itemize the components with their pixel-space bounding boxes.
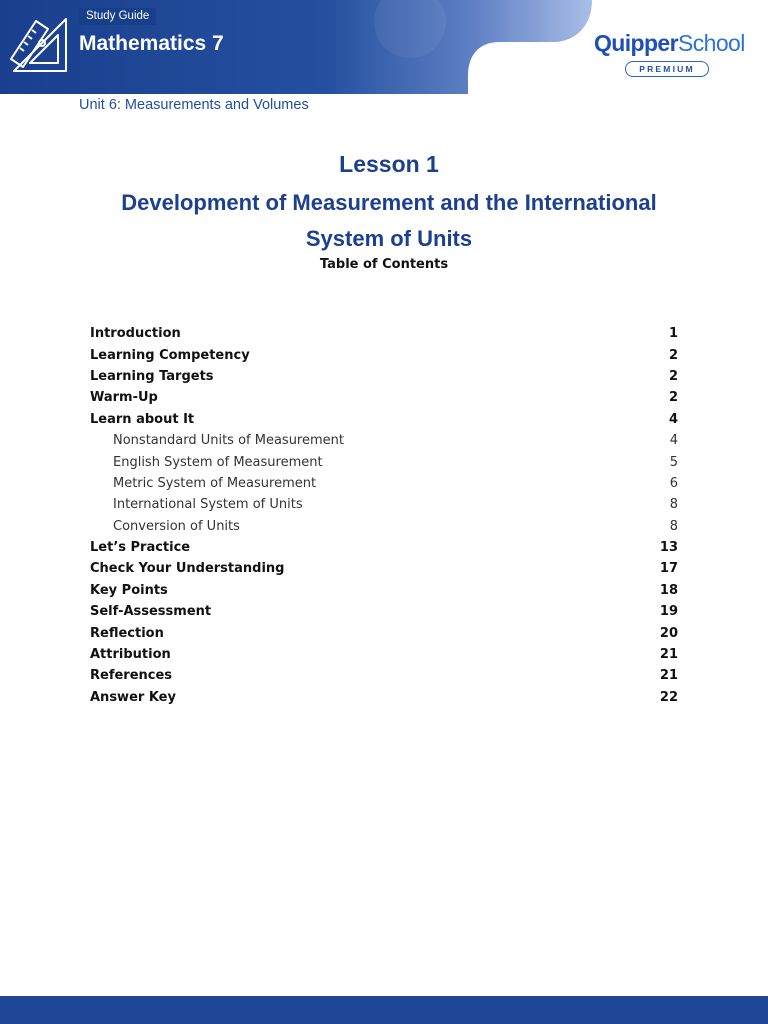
- lesson-title: Development of Measurement and the International System of Units: [121, 190, 657, 251]
- toc-entry-page: 2: [668, 347, 678, 363]
- toc-entry-label: Conversion of Units: [113, 518, 240, 534]
- toc-entry[interactable]: [90, 494, 678, 515]
- toc-entry-page: 17: [659, 561, 678, 577]
- toc-entry[interactable]: [90, 409, 678, 430]
- toc-entry-page: 20: [659, 625, 678, 641]
- unit-title: Unit 6: Measurements and Volumes: [79, 97, 309, 113]
- toc-entry-page: 5: [669, 454, 678, 470]
- toc-entry[interactable]: [90, 580, 678, 601]
- subject-title: Mathematics 7: [79, 32, 224, 55]
- toc-entry-page: 21: [659, 668, 678, 684]
- toc-entry[interactable]: [90, 665, 678, 686]
- toc-entry[interactable]: [90, 516, 678, 537]
- study-guide-badge: Study Guide: [79, 8, 156, 25]
- toc-entry-label: Self-Assessment: [90, 604, 212, 620]
- toc-entry[interactable]: [90, 622, 678, 643]
- toc-entry-page: 6: [669, 475, 678, 491]
- set-square-ruler-icon: [8, 13, 70, 79]
- toc-entry[interactable]: [90, 344, 678, 365]
- toc-entry-label: Learn about It: [90, 411, 195, 427]
- toc-entry-page: 21: [659, 647, 678, 663]
- toc-entry-label: Learning Targets: [90, 368, 214, 384]
- toc-entry-label: English System of Measurement: [113, 454, 323, 470]
- brand-name: QuipperSchool: [594, 30, 745, 56]
- toc-entry[interactable]: [90, 687, 678, 708]
- toc-entry-label: Nonstandard Units of Measurement: [113, 433, 344, 449]
- toc-entry-label: International System of Units: [113, 497, 303, 513]
- toc-entry-page: 13: [659, 540, 678, 556]
- toc-entry[interactable]: [90, 430, 678, 451]
- toc-entry-label: Key Points: [90, 582, 168, 598]
- toc-entry-page: 18: [659, 582, 678, 598]
- footer-bar: [0, 996, 768, 1024]
- toc-entry-page: 4: [668, 411, 678, 427]
- toc-entry-page: 2: [668, 368, 678, 384]
- toc-entry-page: 22: [659, 689, 678, 705]
- toc-entry-label: References: [90, 668, 173, 684]
- toc-entry[interactable]: [90, 387, 678, 408]
- toc-entry-label: Reflection: [90, 625, 164, 641]
- toc-entry-label: Metric System of Measurement: [113, 475, 317, 491]
- toc-entry[interactable]: [90, 537, 678, 558]
- toc-entry[interactable]: [90, 366, 678, 387]
- toc-entry[interactable]: [90, 323, 678, 344]
- premium-badge: PREMIUM: [625, 61, 709, 77]
- toc-entry-label: Warm-Up: [90, 390, 158, 406]
- brand-logo: [594, 30, 746, 74]
- toc-entry[interactable]: [90, 644, 678, 665]
- toc-entry[interactable]: [90, 451, 678, 472]
- toc-entry-label: Check Your Understanding: [90, 561, 285, 577]
- toc-entry-page: 4: [669, 433, 678, 449]
- toc-entry-label: Answer Key: [90, 689, 176, 705]
- lesson-number: Lesson 1: [339, 151, 439, 177]
- toc-entry-page: 19: [659, 604, 678, 620]
- toc-entry-label: Let’s Practice: [90, 540, 191, 556]
- toc-entry[interactable]: [90, 473, 678, 494]
- toc-entry-label: Introduction: [90, 326, 181, 342]
- toc-entry-page: 2: [668, 390, 678, 406]
- toc-entry[interactable]: [90, 601, 678, 622]
- toc-entry-page: 1: [668, 326, 678, 342]
- toc-entry-label: Learning Competency: [90, 347, 250, 363]
- toc-entry-page: 8: [669, 518, 678, 534]
- toc-entry-page: 8: [669, 497, 678, 513]
- toc-entry-label: Attribution: [90, 647, 171, 663]
- page-header: [0, 0, 768, 94]
- toc-heading: Table of Contents: [319, 257, 449, 272]
- table-of-contents: [90, 323, 678, 708]
- toc-entry[interactable]: [90, 558, 678, 579]
